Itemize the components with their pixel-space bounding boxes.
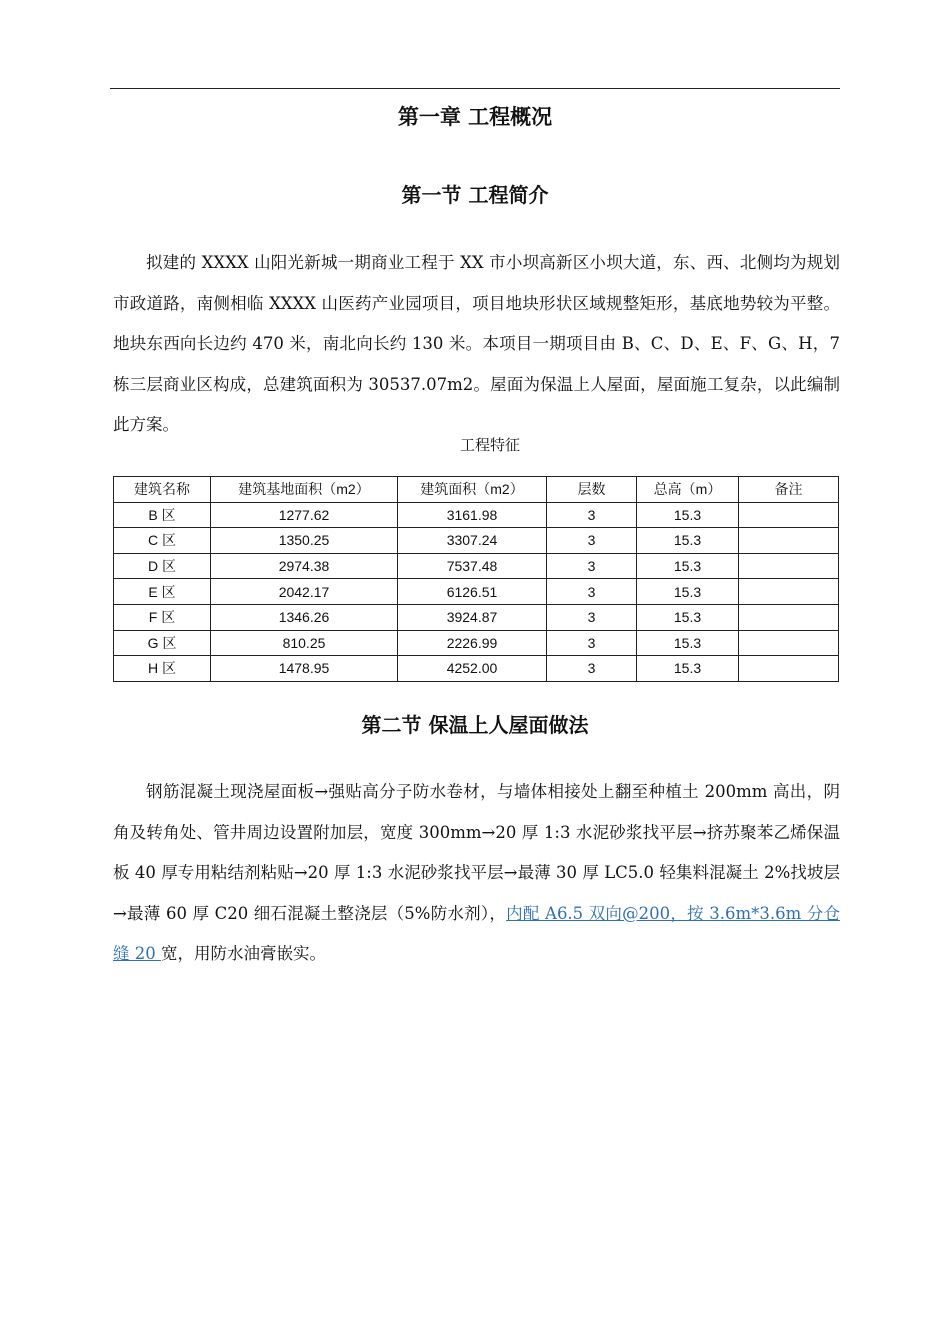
cell-floors: 3 xyxy=(547,604,637,630)
section2-paragraph-end: 宽，用防水油膏嵌实。 xyxy=(161,944,326,964)
table-row xyxy=(114,656,839,682)
cell-height: 15.3 xyxy=(637,630,739,656)
cell-remarks xyxy=(739,528,839,554)
reinforcement-link[interactable]: 内配 A6.5 双向@200，按 3.6m*3.6m 分仓缝 20 xyxy=(113,903,840,964)
cell-height: 15.3 xyxy=(637,604,739,630)
cell-remarks xyxy=(739,604,839,630)
cell-building-name: H 区 xyxy=(114,656,211,682)
header-rule xyxy=(110,88,840,89)
cell-height: 15.3 xyxy=(637,553,739,579)
header-floor-area: 建筑面积（m2） xyxy=(398,477,547,503)
cell-height: 15.3 xyxy=(637,528,739,554)
section2-title: 第二节 保温上人屋面做法 xyxy=(361,713,589,737)
table-row xyxy=(114,502,839,528)
cell-height: 15.3 xyxy=(637,656,739,682)
cell-floor-area: 2226.99 xyxy=(398,630,547,656)
table-header-row xyxy=(114,477,839,503)
cell-building-name: F 区 xyxy=(114,604,211,630)
header-floors: 层数 xyxy=(547,477,637,503)
cell-building-name: E 区 xyxy=(114,579,211,605)
table-caption: 工程特征 xyxy=(459,436,520,454)
table-row xyxy=(114,630,839,656)
cell-base-area: 2974.38 xyxy=(211,553,398,579)
cell-floor-area: 6126.51 xyxy=(398,579,547,605)
cell-floors: 3 xyxy=(547,630,637,656)
cell-base-area: 1478.95 xyxy=(211,656,398,682)
cell-remarks xyxy=(739,630,839,656)
header-building-name: 建筑名称 xyxy=(114,477,211,503)
cell-remarks xyxy=(739,579,839,605)
header-height: 总高（m） xyxy=(637,477,739,503)
table-row xyxy=(114,604,839,630)
chapter-title: 第一章 工程概况 xyxy=(397,105,553,129)
cell-floor-area: 7537.48 xyxy=(398,553,547,579)
cell-floors: 3 xyxy=(547,528,637,554)
header-base-area: 建筑基地面积（m2） xyxy=(211,477,398,503)
header-remarks: 备注 xyxy=(739,477,839,503)
feature-table xyxy=(113,476,839,682)
cell-floor-area: 3161.98 xyxy=(398,502,547,528)
cell-floor-area: 3307.24 xyxy=(398,528,547,554)
cell-base-area: 1346.26 xyxy=(211,604,398,630)
section2-paragraph-main: 钢筋混凝土现浇屋面板→强贴高分子防水卷材，与墙体相接处上翻至种植土 200mm 高出，阴角及转角处、管井周边设置附加层，宽度 300mm→20 厚 1:3 水泥砂浆找平层→挤苏聚苯乙烯保温板 40 厚专用粘结剂粘贴→20 厚 1:3 水泥砂浆找平层→最薄 30 厚 LC5.0 轻集料混凝土 2%找坡层→最薄 60 厚 C20 细石混凝土整浇层（5%防水剂）， xyxy=(113,782,840,923)
table-row xyxy=(114,528,839,554)
table-row xyxy=(114,553,839,579)
cell-building-name: G 区 xyxy=(114,630,211,656)
cell-floors: 3 xyxy=(547,502,637,528)
cell-floors: 3 xyxy=(547,656,637,682)
section2-paragraph xyxy=(113,772,840,975)
cell-remarks xyxy=(739,502,839,528)
cell-height: 15.3 xyxy=(637,502,739,528)
cell-height: 15.3 xyxy=(637,579,739,605)
cell-remarks xyxy=(739,656,839,682)
cell-building-name: B 区 xyxy=(114,502,211,528)
cell-building-name: C 区 xyxy=(114,528,211,554)
cell-remarks xyxy=(739,553,839,579)
cell-base-area: 810.25 xyxy=(211,630,398,656)
cell-floor-area: 4252.00 xyxy=(398,656,547,682)
cell-floor-area: 3924.87 xyxy=(398,604,547,630)
cell-base-area: 1350.25 xyxy=(211,528,398,554)
section1-title: 第一节 工程简介 xyxy=(401,183,549,207)
section1-paragraph: 拟建的 XXXX 山阳光新城一期商业工程于 XX 市小坝高新区小坝大道，东、西、北侧均为规划市政道路，南侧相临 XXXX 山医药产业园项目，项目地块形状区域规整矩形，基底地势较为平整。地块东西向长边约 470 米，南北向长约 130 米。本项目一期项目由 B、C、D、E、F、G、H，7 栋三层商业区构成，总建筑面积为 30537.07m2。屋面为保温上人屋面，屋面施工复杂，以此编制此方案。 xyxy=(113,253,840,435)
table-row xyxy=(114,579,839,605)
cell-floors: 3 xyxy=(547,579,637,605)
cell-floors: 3 xyxy=(547,553,637,579)
cell-building-name: D 区 xyxy=(114,553,211,579)
cell-base-area: 2042.17 xyxy=(211,579,398,605)
cell-base-area: 1277.62 xyxy=(211,502,398,528)
